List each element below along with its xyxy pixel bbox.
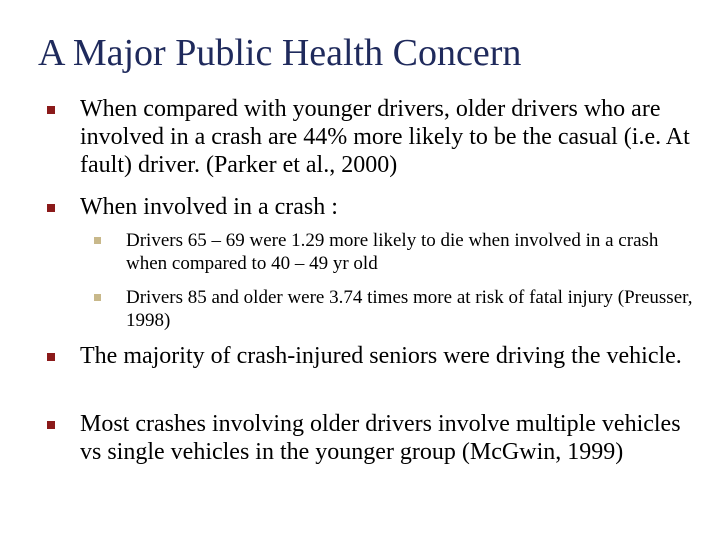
square-sub-bullet-icon [94,237,101,244]
sub-bullet-item [126,229,696,275]
bullet-text: Most crashes involving older drivers involve multiple vehicles vs single vehicles in the younger group (McGwin, 1999) [80,411,681,465]
sub-bullet-text: Drivers 65 – 69 were 1.29 more likely to die when involved in a crash when compared to 40 – 49 yr old [126,230,659,274]
bullet-text: The majority of crash-injured seniors were driving the vehicle. [80,343,682,369]
sub-bullet-item [126,286,696,332]
bullet-text: When involved in a crash : [80,194,338,220]
square-bullet-icon [47,421,55,429]
bullet-text: When compared with younger drivers, older drivers who are involved in a crash are 44% more likely to be the casual (i.e. At fault) driver. (Parker et al., 2000) [80,96,690,178]
bullet-item [80,95,700,179]
square-sub-bullet-icon [94,294,101,301]
bullet-item [80,342,700,370]
square-bullet-icon [47,204,55,212]
square-bullet-icon [47,106,55,114]
slide-title: A Major Public Health Concern [38,32,522,74]
bullet-item [80,410,700,466]
sub-bullet-text: Drivers 85 and older were 3.74 times more at risk of fatal injury (Preusser, 1998) [126,287,693,331]
square-bullet-icon [47,353,55,361]
bullet-item [80,193,700,221]
